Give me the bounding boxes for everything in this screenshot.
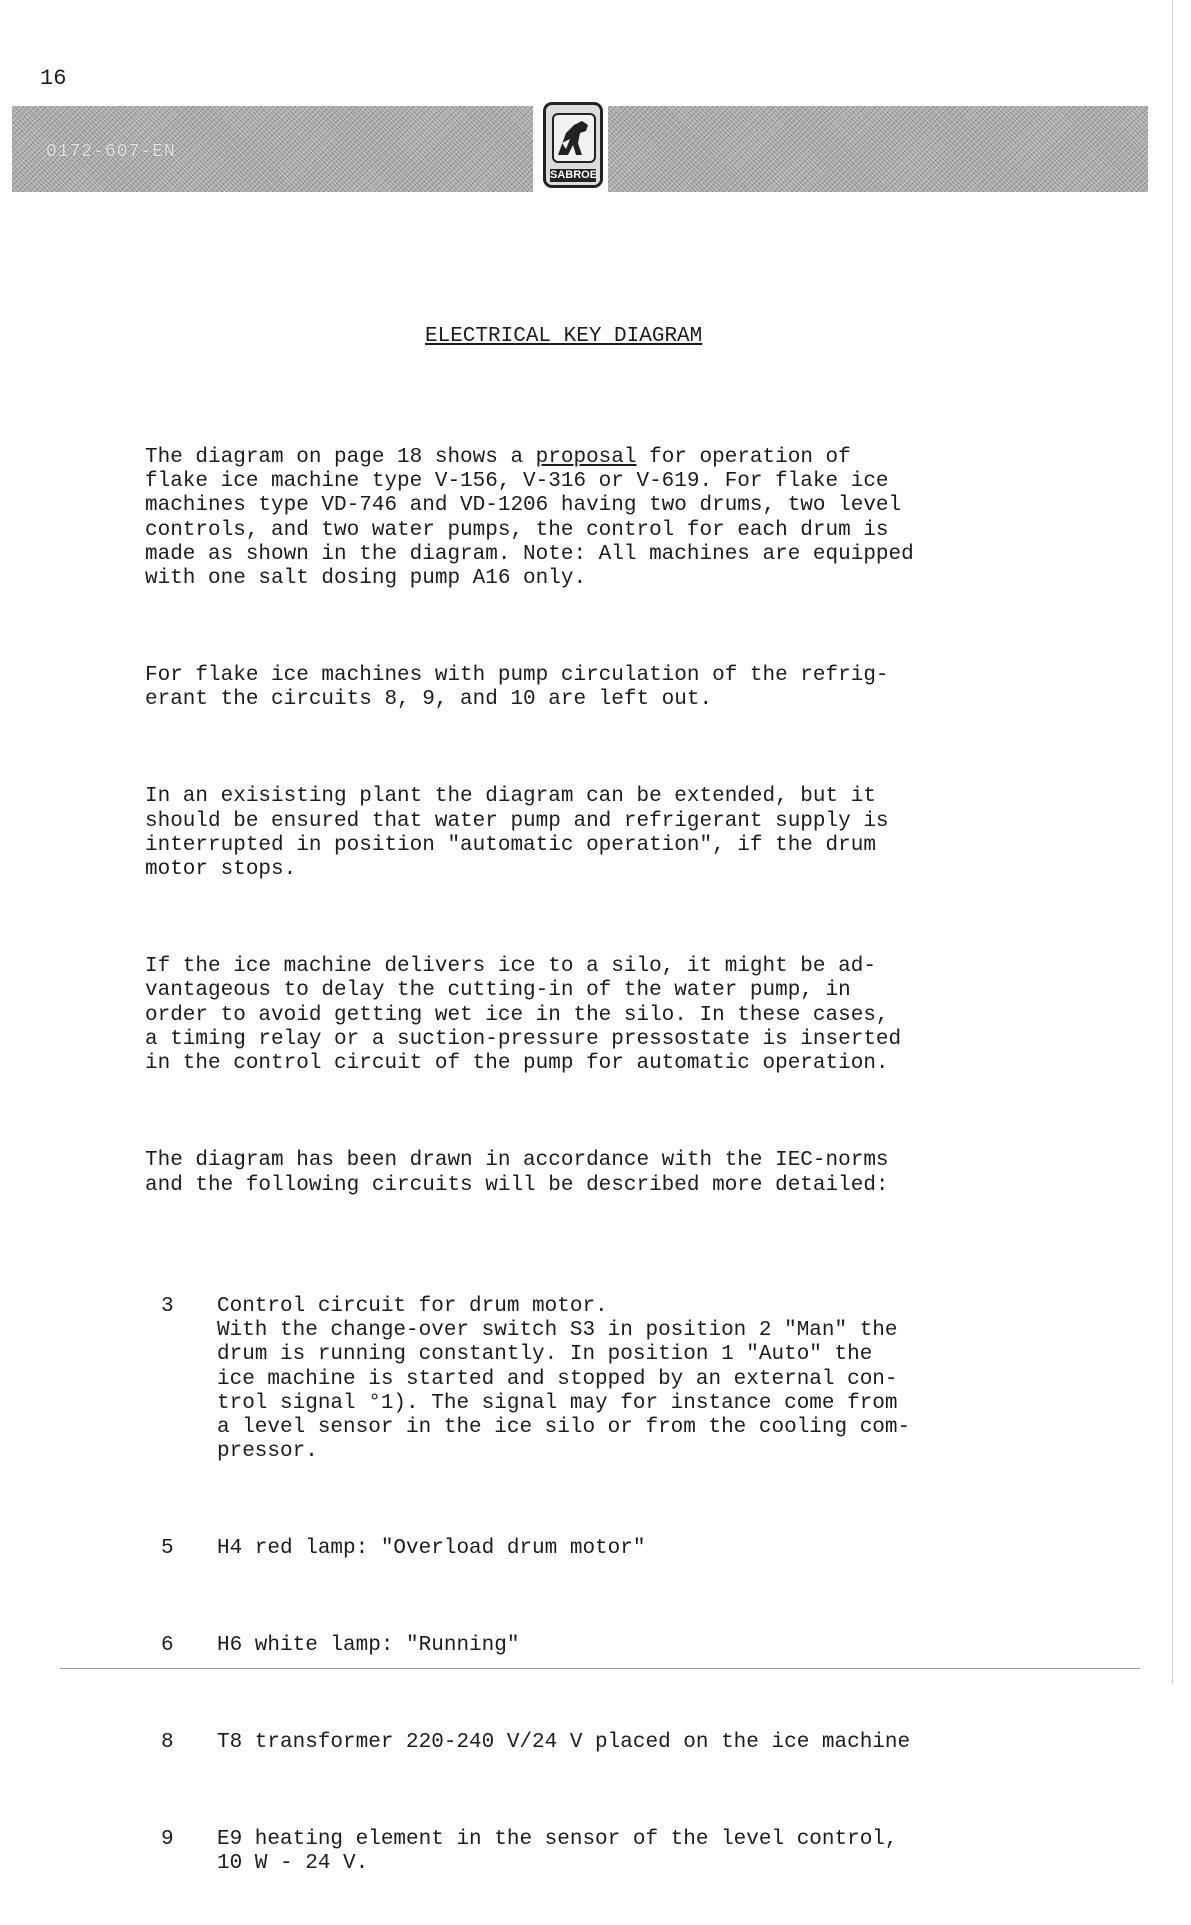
paragraph-iec-norms: The diagram has been drawn in accordance with the IEC-norms and the following circuits will be described more detailed: <box>145 1149 889 1197</box>
document-body <box>145 276 1025 1925</box>
logo-text: SABROE <box>550 169 598 181</box>
page-number: 16 <box>40 66 67 91</box>
paragraph-pump-circulation: For flake ice machines with pump circulation of the refrig- erant the circuits 8, 9, and 10 are left out. <box>145 664 889 712</box>
header-band <box>12 102 1148 194</box>
document-code: 0172-607-EN <box>46 142 176 162</box>
circuit-description: H6 white lamp: "Running" <box>217 1634 520 1658</box>
circuit-item <box>145 1295 1025 1465</box>
sabroe-logo <box>543 102 603 188</box>
bottom-divider <box>60 1668 1140 1669</box>
circuit-number: 8 <box>161 1731 174 1755</box>
circuit-item <box>145 1828 1025 1877</box>
polar-bear-icon <box>552 113 596 163</box>
circuit-description: T8 transformer 220-240 V/24 V placed on the ice machine <box>217 1731 911 1755</box>
page-title: ELECTRICAL KEY DIAGRAM <box>425 324 703 348</box>
circuit-item <box>145 1634 1025 1658</box>
circuit-number: 6 <box>161 1634 174 1658</box>
paragraph-intro <box>145 446 1025 592</box>
scan-edge-line <box>1172 0 1173 1684</box>
circuit-number: 5 <box>161 1537 174 1561</box>
circuit-description: E9 heating element in the sensor of the level control, 10 W - 24 V. <box>217 1828 898 1876</box>
header-band-left <box>12 106 533 192</box>
paragraph-intro-rest: for operation of flake ice machine type V-156, V-316 or V-619. For flake ice machines type VD-746 and VD-1206 having two drums, two level controls, and two water pumps, the control for each drum is made as shown in the diagram. Note: All machines are equipped with one salt dosing pump A16 only. <box>145 445 914 591</box>
circuit-item <box>145 1731 1025 1755</box>
paragraph-intro-start: The diagram on page 18 shows a <box>145 445 536 469</box>
underlined-proposal: proposal <box>535 445 637 469</box>
circuit-number: 9 <box>161 1828 174 1852</box>
paragraph-silo: If the ice machine delivers ice to a silo, it might be ad- vantageous to delay the cutting-in of the water pump, in order to avoid getting wet ice in the silo. In these cases, a timing relay or a suction-pressure pressostate is inserted in the control circuit of the pump for automatic operation. <box>145 955 902 1076</box>
header-band-right <box>608 106 1148 192</box>
circuit-number: 3 <box>161 1294 174 1318</box>
circuit-item <box>145 1537 1025 1561</box>
circuit-description: Control circuit for drum motor. With the change-over switch S3 in position 2 "Man" the drum is running constantly. In position 1 "Auto" the ice machine is started and stopped by an external con- trol signal °1). The signal may for instance come from a level sensor in the ice silo or from the cooling com- pressor. <box>217 1294 911 1464</box>
circuit-description: H4 red lamp: "Overload drum motor" <box>217 1537 646 1561</box>
paragraph-existing-plant: In an exisisting plant the diagram can be extended, but it should be ensured that water pump and refrigerant supply is interrupted in position "automatic operation", if the drum motor stops. <box>145 785 889 882</box>
